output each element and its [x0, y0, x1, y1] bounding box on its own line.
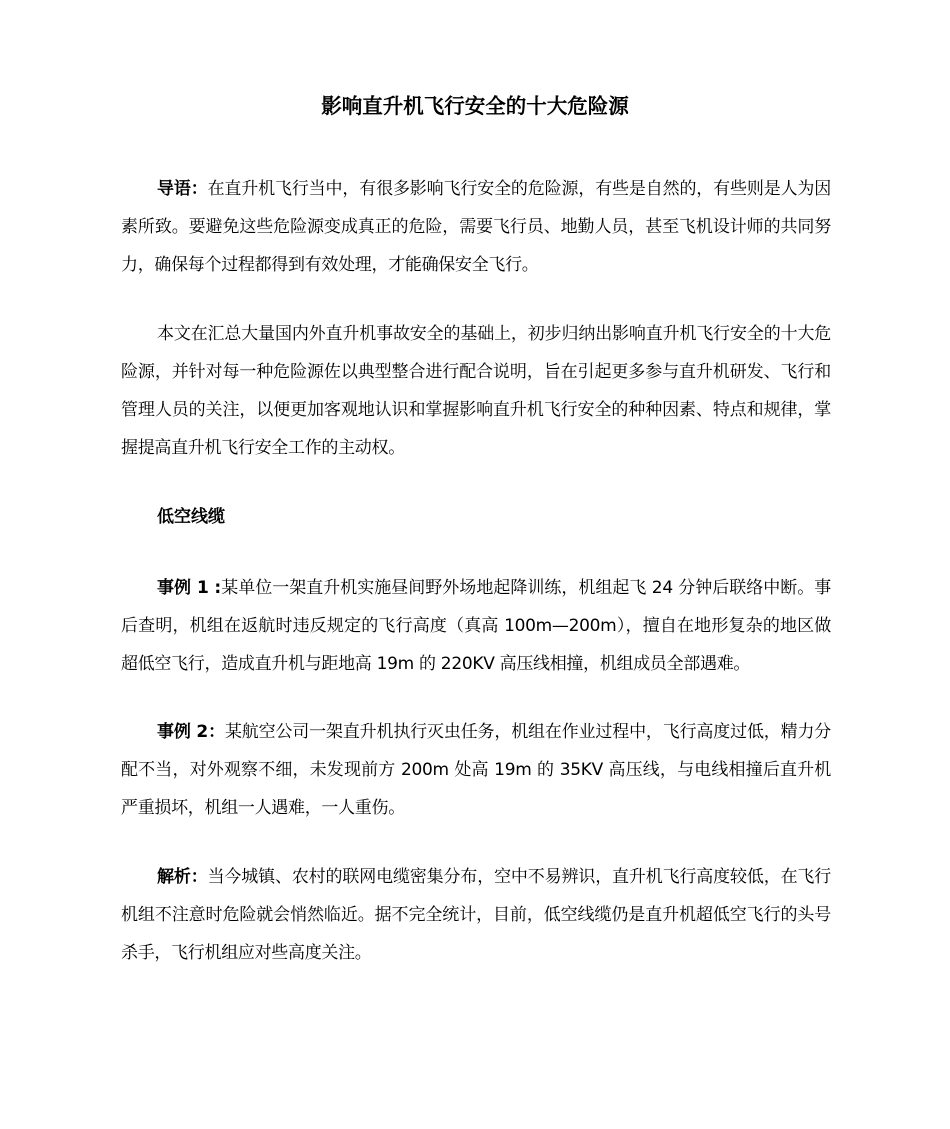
- intro-label: 导语：: [157, 179, 208, 199]
- case2-paragraph: [121, 713, 831, 827]
- document-title: 影响直升机飞行安全的十大危险源: [321, 94, 629, 118]
- analysis-label: 解析：: [157, 867, 208, 887]
- intro-text: 在直升机飞行当中，有很多影响飞行安全的危险源，有些是自然的，有些则是人为因素所致。要避免这些危险源变成真正的危险，需要飞行员、地勤人员，甚至飞机设计师的共同努力，确保每个过程都得到有效处理，才能确保安全飞行。: [121, 179, 831, 275]
- analysis-text: 当今城镇、农村的联网电缆密集分布，空中不易辨识，直升机飞行高度较低，在飞行机组不注意时危险就会悄然临近。据不完全统计，目前，低空线缆仍是直升机超低空飞行的头号杀手，飞行机组应对些高度关注。: [121, 867, 831, 963]
- case1-paragraph: [121, 569, 831, 683]
- section-heading: 低空线缆: [157, 507, 225, 527]
- summary-paragraph: 本文在汇总大量国内外直升机事故安全的基础上，初步归纳出影响直升机飞行安全的十大危险源，并针对每一种危险源佐以典型整合进行配合说明，旨在引起更多参与直升机研发、飞行和管理人员的关注，以便更加客观地认识和掌握影响直升机飞行安全的种种因素、特点和规律，掌握提高直升机飞行安全工作的主动权。: [121, 324, 831, 458]
- case2-text: 某航空公司一架直升机执行灭虫任务，机组在作业过程中，飞行高度过低，精力分配不当，对外观察不细，未发现前方 200m 处高 19m 的 35KV 高压线，与电线相撞后直升机严重损坏，机组一人遇难，一人重伤。: [121, 722, 832, 818]
- case2-label: 事例 2：: [157, 722, 225, 742]
- case1-text: 某单位一架直升机实施昼间野外场地起降训练，机组起飞 24 分钟后联络中断。事后查明，机组在返航时违反规定的飞行高度（真高 100m—200m），擅自在地形复杂的地区做超低空飞行，造成直升机与距地高 19m 的 220KV 高压线相撞，机组成员全部遇难。: [121, 578, 831, 674]
- analysis-paragraph: [121, 858, 831, 972]
- intro-paragraph: [121, 170, 831, 284]
- case1-label: 事例 1 :: [157, 578, 221, 598]
